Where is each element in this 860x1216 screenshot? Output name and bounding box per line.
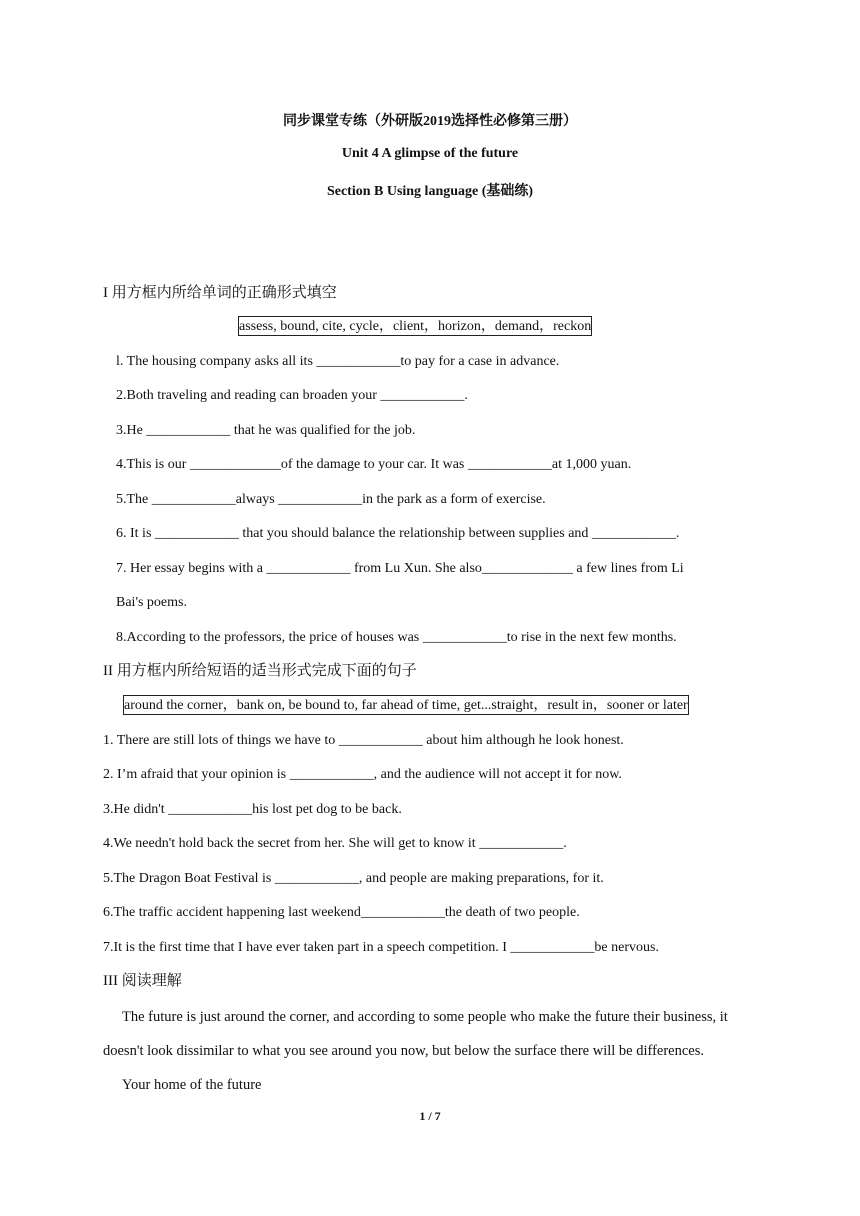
part1-item-7-cont: Bai's poems. (116, 595, 187, 610)
part1-item-7: 7. Her essay begins with a ____________ from Lu Xun. She also_____________ a few lines from Li (116, 561, 684, 576)
part1-item-5: 5.The ____________always ____________in the park as a form of exercise. (116, 492, 546, 507)
document-title: 同步课堂专练（外研版2019选择性必修第三册） (283, 114, 577, 129)
page-number: 1 / 7 (419, 1109, 441, 1123)
part2-item-7: 7.It is the first time that I have ever taken part in a speech competition. I ____________be nervous. (103, 940, 659, 955)
part1-item-8: 8.According to the professors, the price of houses was ____________to rise in the next few months. (116, 630, 677, 645)
word-box: assess, bound, cite, cycle，client，horizon，demand，reckon (238, 316, 592, 336)
part1-item-6: 6. It is ____________ that you should balance the relationship between supplies and ____________. (116, 526, 680, 541)
section-title: Section B Using language (基础练) (326, 184, 534, 199)
part2-item-4: 4.We needn't hold back the secret from her. She will get to know it ____________. (103, 836, 567, 851)
reading-subheading: Your home of the future (122, 1077, 262, 1093)
part2-heading: II 用方框内所给短语的适当形式完成下面的句子 (103, 663, 417, 679)
part1-item-4: 4.This is our _____________of the damage to your car. It was ____________at 1,000 yuan. (116, 457, 632, 472)
part1-item-3: 3.He ____________ that he was qualified for the job. (116, 423, 416, 438)
part2-item-1: 1. There are still lots of things we have to ____________ about him although he look honest. (103, 733, 624, 748)
part2-item-6: 6.The traffic accident happening last weekend____________the death of two people. (103, 905, 580, 920)
part3-heading: III 阅读理解 (103, 973, 182, 989)
reading-paragraph-line-2: doesn't look dissimilar to what you see around you now, but below the surface there will be differences. (103, 1043, 704, 1059)
unit-title: Unit 4 A glimpse of the future (341, 146, 519, 161)
part2-item-3: 3.He didn't ____________his lost pet dog to be back. (103, 802, 402, 817)
reading-paragraph-line-1: The future is just around the corner, and according to some people who make the future their business, it (122, 1009, 728, 1025)
part1-item-2: 2.Both traveling and reading can broaden your ____________. (116, 388, 468, 403)
part1-heading: I 用方框内所给单词的正确形式填空 (103, 285, 337, 301)
part2-item-5: 5.The Dragon Boat Festival is ____________, and people are making preparations, for it. (103, 871, 604, 886)
part2-item-2: 2. I’m afraid that your opinion is ____________, and the audience will not accept it for now. (103, 767, 622, 782)
phrase-box: around the corner，bank on, be bound to, far ahead of time, get...straight，result in，sooner or later (123, 695, 689, 715)
part1-item-1: l. The housing company asks all its ____________to pay for a case in advance. (116, 354, 560, 369)
